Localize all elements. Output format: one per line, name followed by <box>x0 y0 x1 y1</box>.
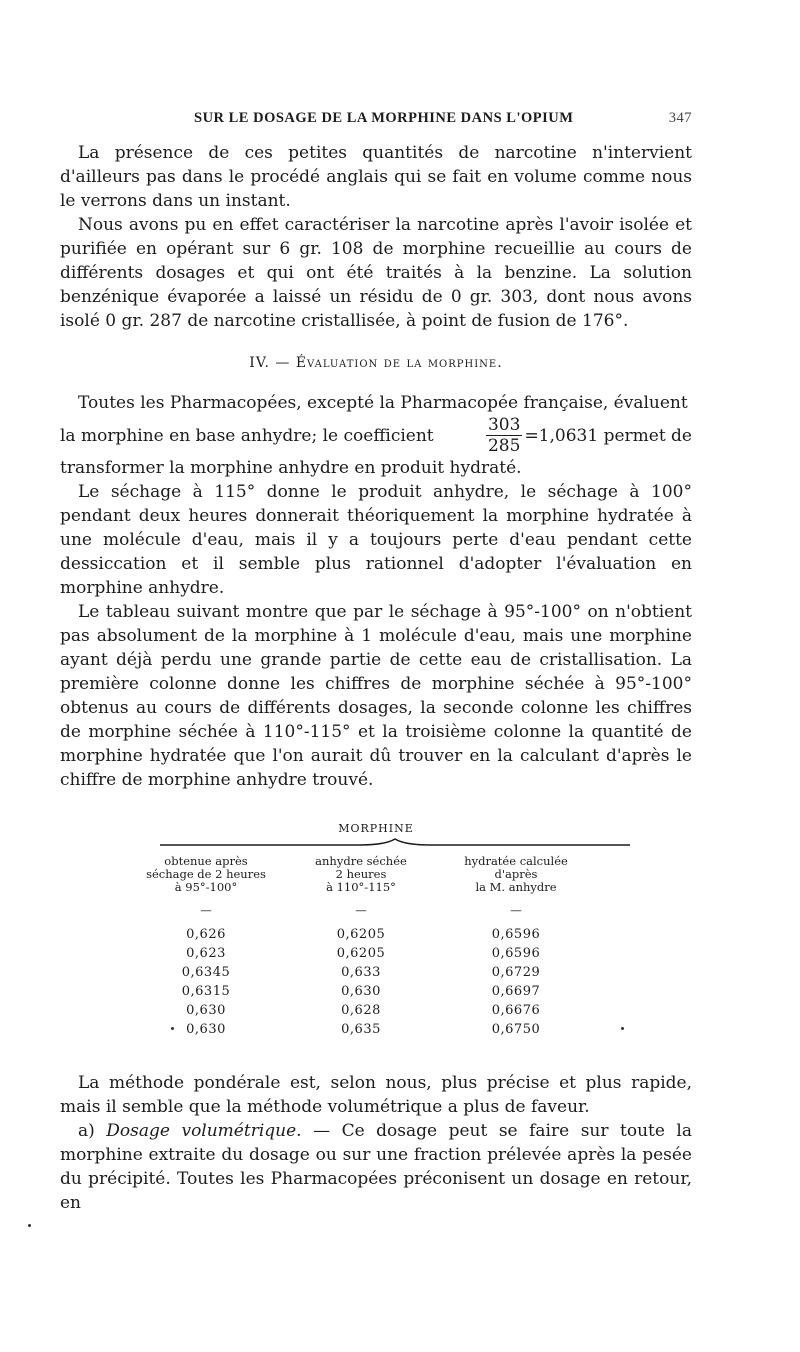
paragraph-dosage-volumetrique <box>60 1119 692 1215</box>
table-column-110-115 <box>284 855 439 1039</box>
column-header-line: la M. anhydre <box>475 880 557 894</box>
paragraph-methode-ponderale: La méthode pondérale est, selon nous, plus précise et plus rapide, mais il semble que la méthode volumétrique a plus de faveur. <box>60 1073 692 1117</box>
table-cell: 0,626 <box>186 927 226 942</box>
dosage-title: Dosage volumétrique. <box>106 1121 302 1141</box>
table-cell: 0,623 <box>186 946 226 961</box>
column-header-line: d'après <box>494 867 538 881</box>
column-dash: — <box>200 903 212 917</box>
table-cell: 0,6729 <box>491 965 541 980</box>
table-cell: 0,6345 <box>181 965 231 980</box>
table-cell: 0,635 <box>341 1022 381 1037</box>
paragraph-pharmacopees-line3: transformer la morphine anhydre en produit hydraté. <box>60 458 522 478</box>
page <box>60 110 692 1215</box>
coefficient-text-before: la morphine en base anhydre; le coefficient <box>60 425 434 446</box>
dosage-label: a) <box>78 1121 107 1141</box>
column-header-line: 2 heures <box>335 867 387 881</box>
table-cell: 0,6697 <box>491 984 541 999</box>
table-cell: 0,630 <box>186 1003 226 1018</box>
paragraph-narcotine-isolation: Nous avons pu en effet caractériser la narcotine après l'avoir isolée et purifiée en opérant sur 6 gr. 108 de morphine recueillie au cours de différents dosages et qui ont été traités à la benzine. La solution benzénique évaporée a laissé un résidu de 0 gr. 303, dont nous avons isolé 0 gr. 287 de narcotine cristallisée, à point de fusion de 176°. <box>60 215 692 331</box>
table-cell: 0,633 <box>341 965 381 980</box>
column-header-line: séchage de 2 heures <box>146 867 266 881</box>
column-dash: — <box>355 903 367 917</box>
table-cell: 0,6205 <box>336 946 386 961</box>
table-cell: 0,6596 <box>491 927 541 942</box>
table-cell: 0,6315 <box>181 984 231 999</box>
table-column-hydratee <box>439 855 594 1039</box>
page-number: 347 <box>668 110 692 126</box>
table-cell: 0,628 <box>341 1003 381 1018</box>
running-head-title: SUR LE DOSAGE DE LA MORPHINE DANS L'OPIUM <box>194 110 574 126</box>
section-title: IV. — Évaluation de la morphine. <box>249 355 503 371</box>
paragraph-pharmacopees-line1: Toutes les Pharmacopées, excepté la Pharmacopée française, évaluent <box>78 393 688 413</box>
column-header-line: à 110°-115° <box>326 880 396 894</box>
table-heading: MORPHINE <box>338 822 414 835</box>
fraction-denominator: 285 <box>487 436 521 456</box>
paragraph-sechage: Le séchage à 115° donne le produit anhydre, le séchage à 100° pendant deux heures donnerait théoriquement la morphine hydratée à une molécule d'eau, mais il y a toujours perte d'eau pendant cette dessiccation et il semble plus rationnel d'adopter l'évaluation en morphine anhydre. <box>60 482 692 598</box>
coefficient-fraction <box>486 415 522 456</box>
print-speck <box>621 1027 624 1030</box>
print-speck <box>28 1224 31 1227</box>
fraction-numerator: 303 <box>487 415 521 435</box>
table-cell: 0,630 <box>186 1022 226 1037</box>
morphine-table <box>60 822 692 1039</box>
table-cell: 0,6205 <box>336 927 386 942</box>
paragraph-pharmacopees-coefficient <box>60 415 692 456</box>
running-head <box>60 110 692 127</box>
table-brace <box>160 837 630 849</box>
table-column-95-100 <box>129 855 284 1039</box>
paragraph-tableau: Le tableau suivant montre que par le séchage à 95°-100° on n'obtient pas absolument de la morphine à 1 molécule d'eau, mais une morphine ayant déjà perdu une grande partie de cette eau de cristallisation. La première colonne donne les chiffres de morphine séchée à 95°-100° obtenus au cours de différents dosages, la seconde colonne les chiffres de morphine séchée à 110°-115° et la troisième colonne la quantité de morphine hydratée que l'on aurait dû trouver en la calculant d'après le chiffre de morphine anhydre trouvé. <box>60 602 692 790</box>
coefficient-text-after: =1,0631 permet de <box>524 425 692 446</box>
table-cell: 0,630 <box>341 984 381 999</box>
column-header-line: anhydre séchée <box>315 854 407 868</box>
table-cell: 0,6750 <box>491 1022 541 1037</box>
column-header-line: obtenue après <box>164 854 248 868</box>
print-speck <box>171 1027 174 1030</box>
column-dash: — <box>510 903 522 917</box>
table-cell: 0,6596 <box>491 946 541 961</box>
column-header-line: hydratée calculée <box>464 854 568 868</box>
dosage-text: — Ce dosage peut se faire sur toute la morphine extraite du dosage ou sur une fraction prélevée après la pesée du précipité. Toutes les Pharmacopées préconisent un dosage en retour, en <box>60 1121 692 1213</box>
paragraph-narcotine-intro: La présence de ces petites quantités de narcotine n'intervient d'ailleurs pas dans le procédé anglais qui se fait en volume comme nous le verrons dans un instant. <box>60 143 692 211</box>
column-header-line: à 95°-100° <box>174 880 238 894</box>
table-cell: 0,6676 <box>491 1003 541 1018</box>
